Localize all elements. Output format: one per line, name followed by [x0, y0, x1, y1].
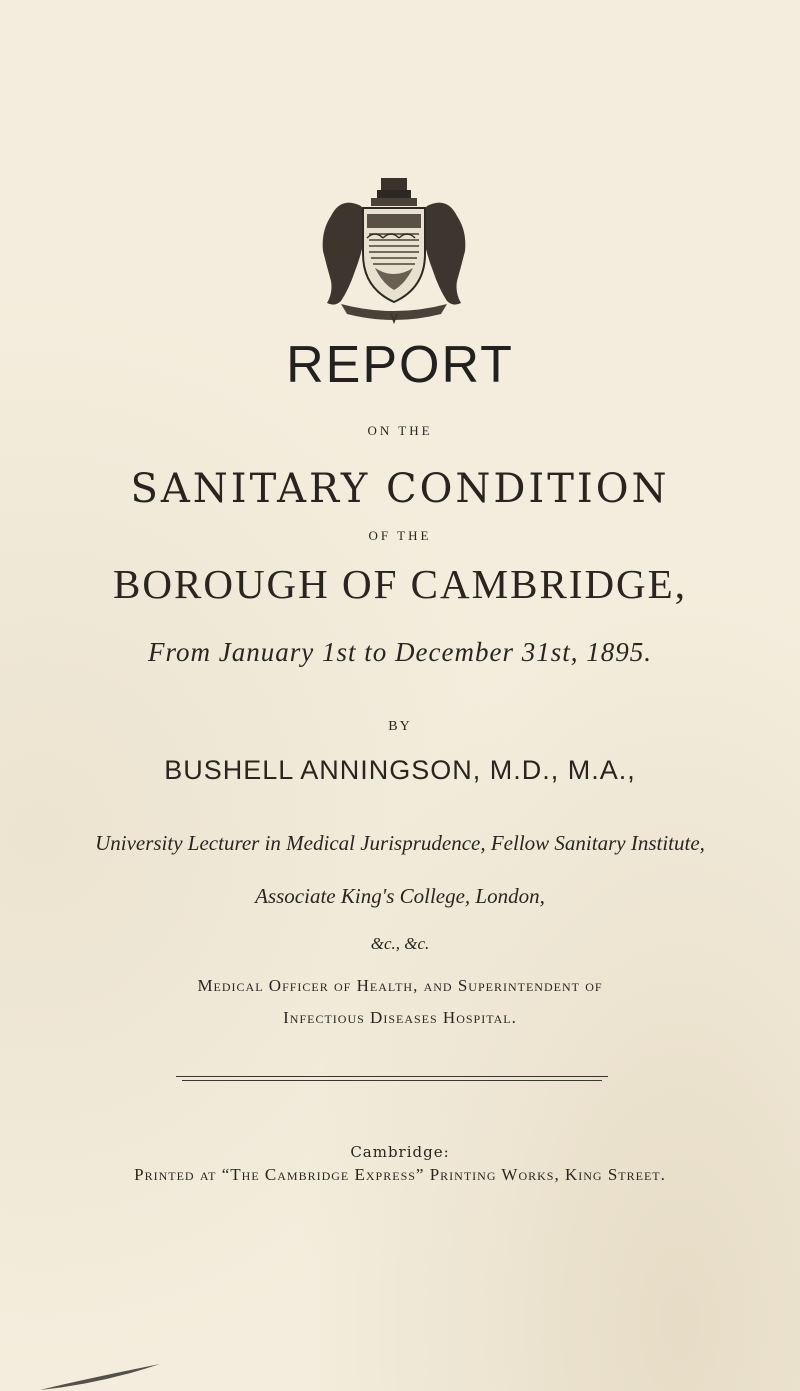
- author-etc: &c., &c.: [370, 934, 430, 953]
- author-position-line1: Medical Officer of Health, and Superintendent of: [197, 976, 603, 995]
- author-credentials-line2: Associate King's College, London,: [255, 884, 545, 908]
- author-credentials-line1: University Lecturer in Medical Jurisprudence, Fellow Sanitary Institute,: [95, 831, 705, 855]
- report-heading: REPORT: [286, 336, 514, 394]
- by-text: BY: [388, 719, 412, 734]
- divider-rule-inner: [182, 1080, 602, 1081]
- borough-heading: BOROUGH OF CAMBRIDGE,: [113, 561, 687, 607]
- author-name: BUSHELL ANNINGSON, M.D., M.A.,: [164, 755, 636, 785]
- divider-rule: [176, 1076, 608, 1077]
- paper-stain-mark: [0, 1360, 200, 1391]
- on-the-text: ON THE: [367, 423, 433, 438]
- of-the-text: OF THE: [368, 528, 432, 543]
- imprint-printer: Printed at “The Cambridge Express” Printing Works, King Street.: [134, 1165, 666, 1184]
- borough-coat-of-arms-icon: [311, 176, 477, 326]
- sanitary-condition-heading: SANITARY CONDITION: [130, 466, 670, 512]
- report-period: From January 1st to December 31st, 1895.: [148, 637, 652, 667]
- author-position-line2: Infectious Diseases Hospital.: [283, 1008, 517, 1027]
- imprint-place: Cambridge:: [350, 1143, 450, 1161]
